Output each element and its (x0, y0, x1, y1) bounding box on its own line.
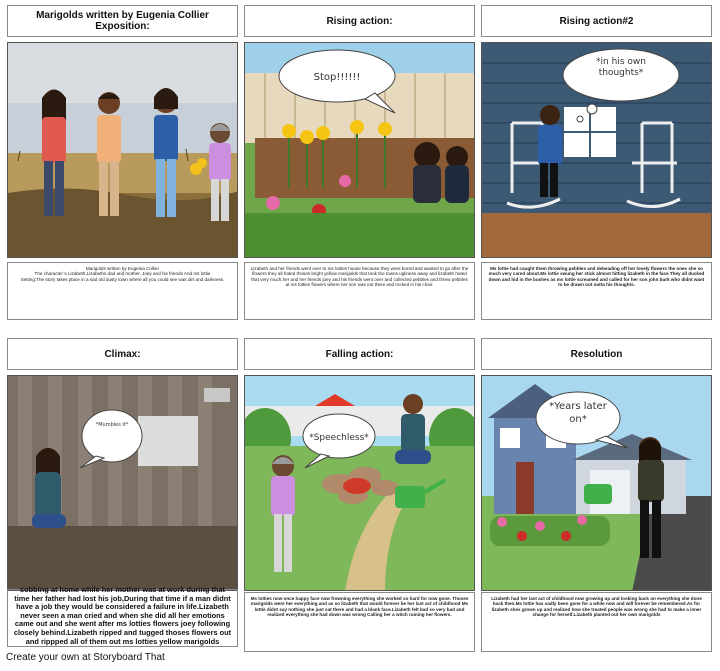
description-line: Lizabeth and her friends went over to ms lotties house because they were bored and wanted to go after the flowers they all hated thoses bright yellow marigolds that took the towns ugliness away and lizabeth hated that very much.her and her friends joey and his friends went over and collected pebbles and threw pebbles at ms lotties flowers where her son was out there and rocked in his chair. (250, 266, 469, 288)
climax-scene-illustration (8, 376, 238, 591)
description-line: Ms lottie had caught them throwing pebbles and debeading off her lovely flowers the ones she so much very cared about.Ms lottie swung her stick almost hitting lizabeth in the face.They all ducked down and hid in the bushes as ms lottie screamed and called for her son john burk who didnt want to be drawn out outta his thoughts. (488, 266, 705, 288)
speech-bubble-text: Stop!!!!!! (313, 72, 361, 83)
panel-description (7, 262, 238, 320)
footer-credit[interactable]: Create your own at Storyboard That (6, 652, 165, 663)
panel-title: Falling action: (244, 338, 475, 370)
description-line: Ms lotties now once happy face now frowning everything she worked so hard for now gone. Thoses marigolds were her everything and as so lizabeth that would forever be her last act of childhood Ms lottie didnt say nothing she just sat there and had a blank face.Lizabeth felt bad so very bad and realized everything she had down was wrong Calling her a witch ruining her flowers. (250, 596, 469, 618)
description-line: Setting:The story takes place in a sad old dusty town where all you could see was dirt and darkness. (20, 276, 225, 282)
panel-scene (244, 42, 475, 258)
panel-title: Resolution (481, 338, 712, 370)
exposition-scene-illustration (8, 43, 238, 258)
climax-description: sobbing at home while her mother was at work during that time her father had lost his job,During that time if a man didnt have a job they would be considered a failure in life.Lizabeth never seen a man cried and when she did all her emotions came out and she went after ms lotties flowers joey following closely behind.Lizabeth ripped and tugged thoses flowers out and rippped all of them out ms lotties yellow marigolds (13, 586, 232, 646)
description-line: The character`s Lizabeth,Lizabeths dad and mother, Joey and his friends And ms lottie (34, 271, 211, 277)
description-line: Marigolds written by Eugenia Collier (85, 266, 160, 271)
falling-action-scene-illustration (245, 376, 475, 591)
panel-description (481, 592, 712, 652)
rising-action-scene-illustration (245, 43, 475, 258)
thought-bubble-text: *in his own thoughts* (596, 57, 646, 78)
panel-title: Marigolds written by Eugenia Collier Exposition: (7, 5, 238, 37)
panel-title: Rising action#2 (481, 5, 712, 37)
speech-bubble-text: *Speechless* (309, 433, 369, 443)
panel-title: Rising action: (244, 5, 475, 37)
panel-scene (481, 375, 712, 591)
panel-title: Climax: (7, 338, 238, 370)
panel-scene (244, 375, 475, 591)
panel-description (481, 262, 712, 320)
panel-scene (481, 42, 712, 258)
resolution-scene-illustration (482, 376, 712, 591)
description-line: Lizabeth had her last act of childhood now growing up and looking back on everything she done back then.Ms lottie has sadly been gone for a while now and will forever be remembered.As for lizabeth shes grown up and realized how she treated people was wrong she had to make a inner change for herself.Lizabeth planted out her own marigolds (491, 596, 702, 618)
speech-bubble-text: *Mumbles it* (95, 422, 129, 428)
panel-description (244, 262, 475, 320)
panel-description (244, 592, 475, 652)
panel-scene (7, 42, 238, 258)
rising-action-2-scene-illustration (482, 43, 712, 258)
panel-scene (7, 375, 238, 591)
speech-bubble-text: *Years later on* (549, 401, 607, 425)
